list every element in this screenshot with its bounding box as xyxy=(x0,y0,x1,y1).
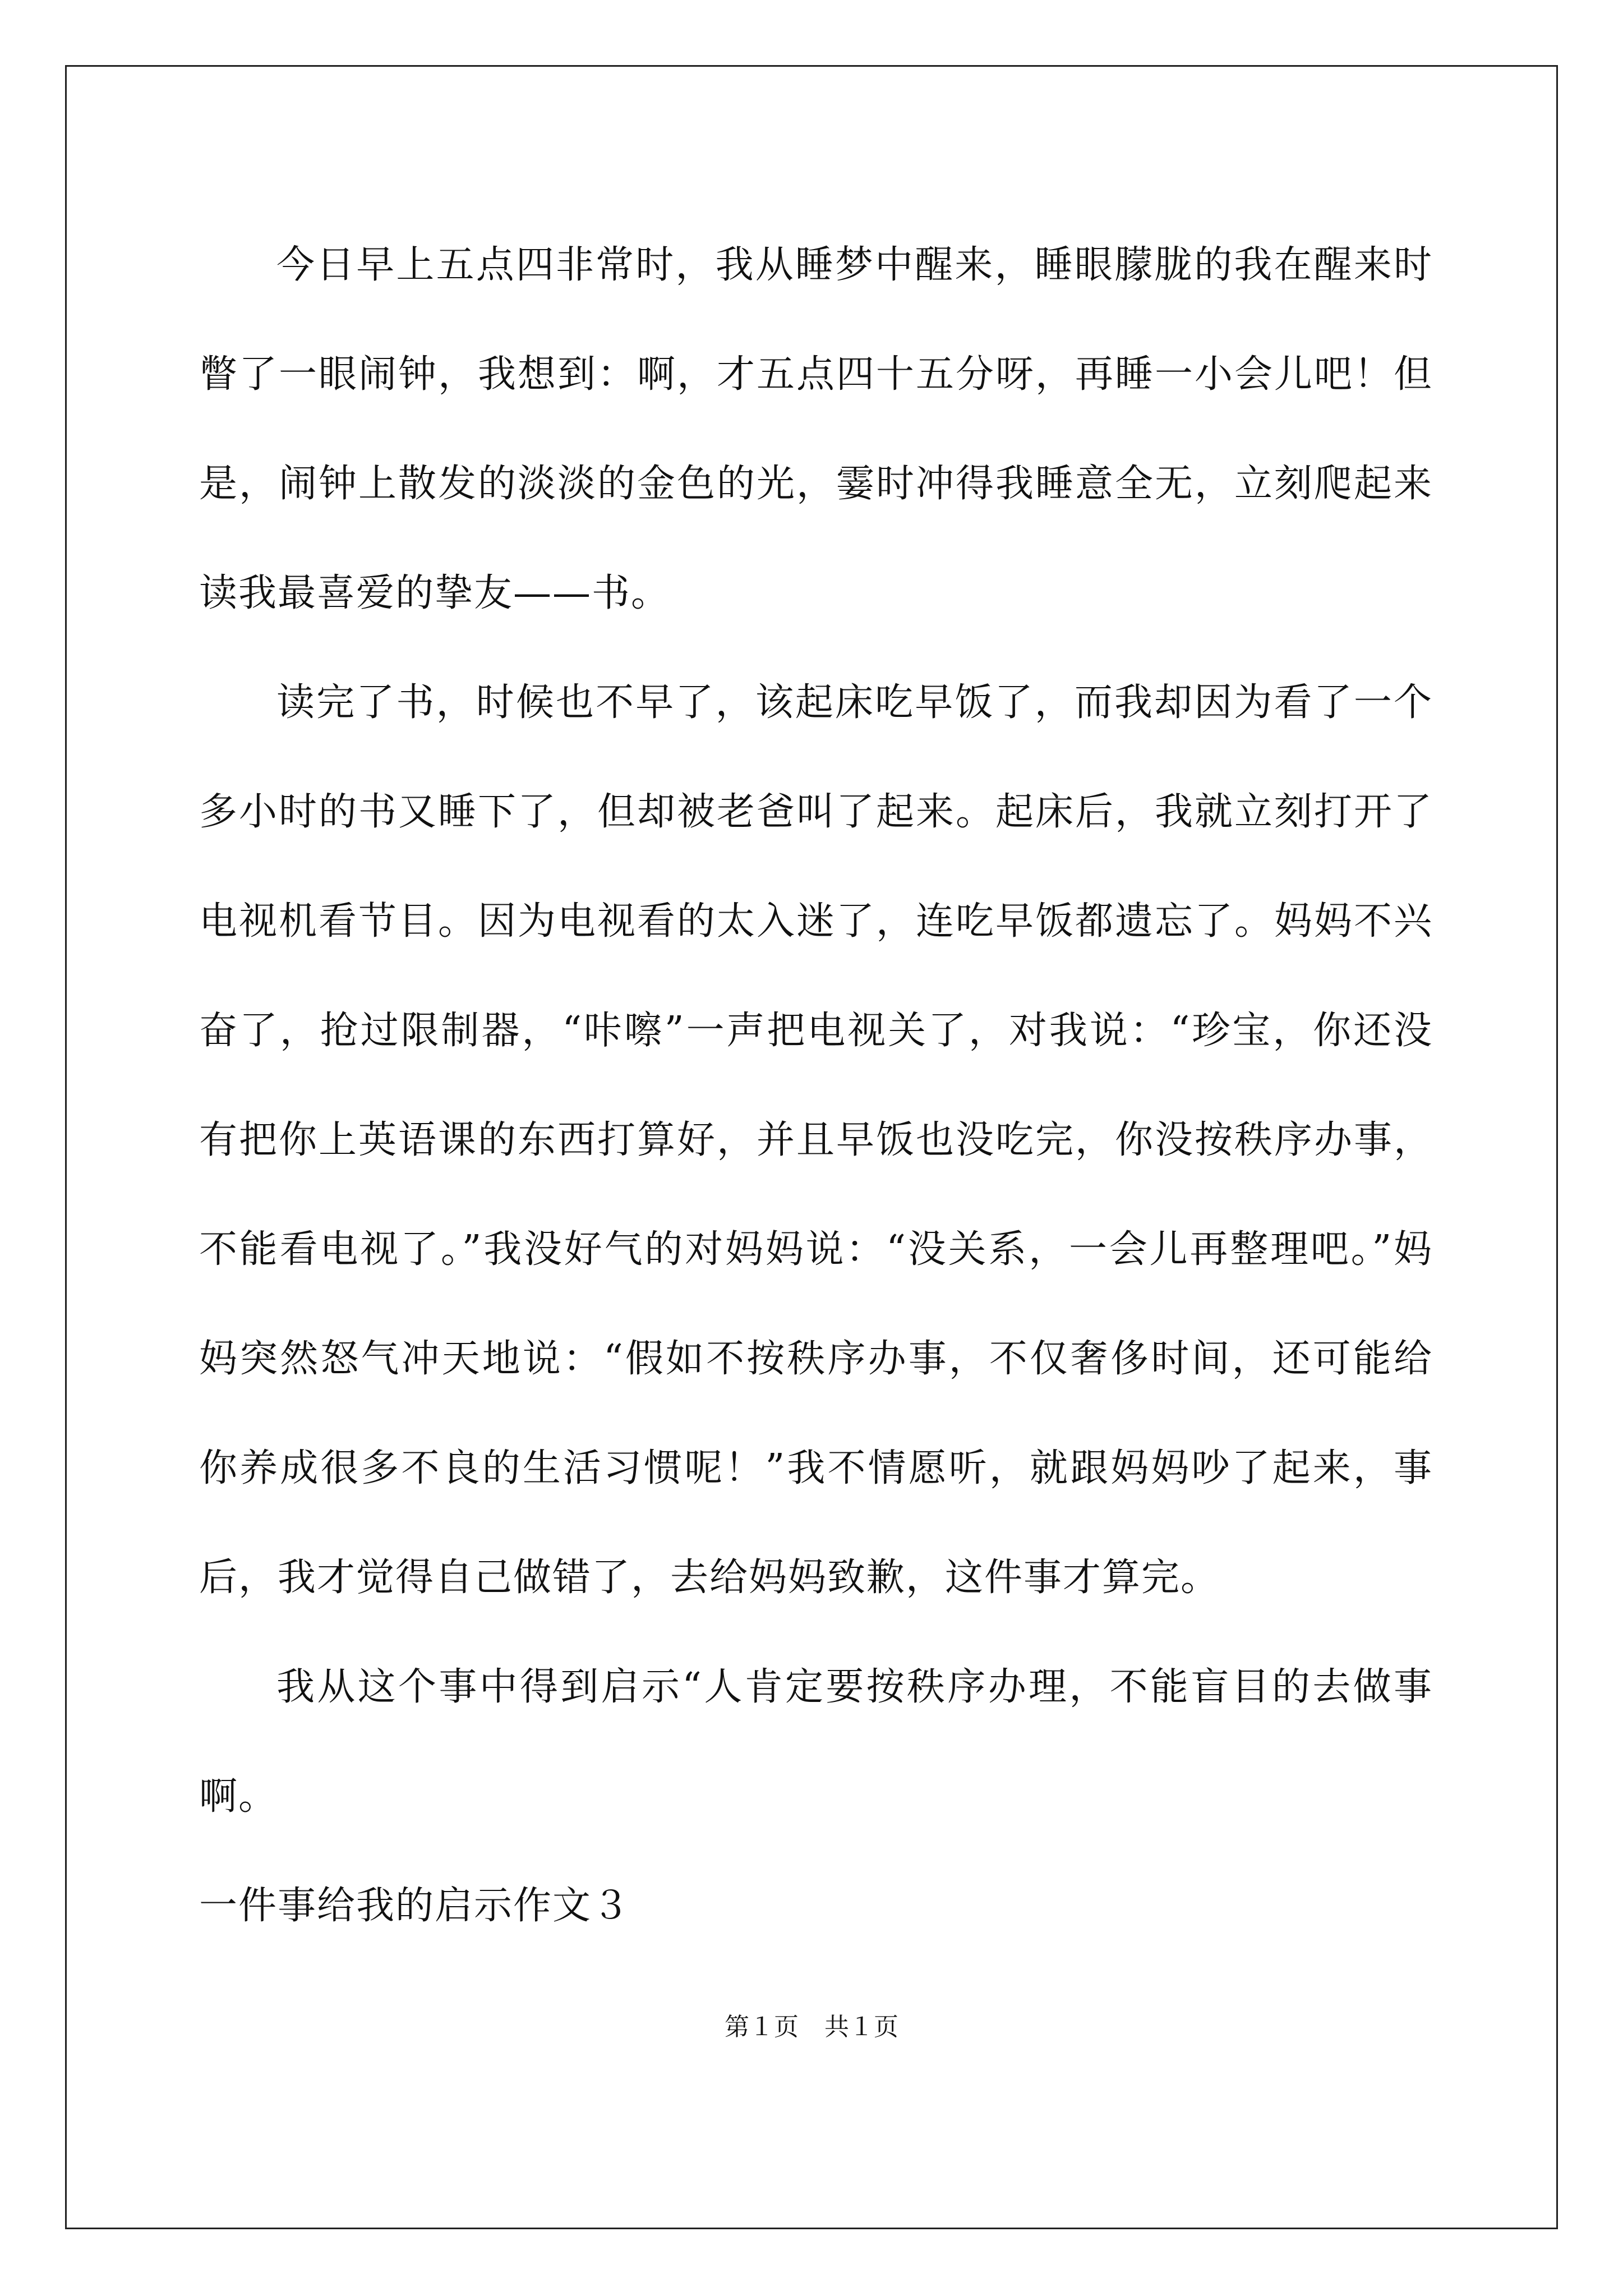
paragraph-2: 读完了书，时候也不早了，该起床吃早饭了，而我却因为看了一个多小时的书又睡下了，但却被老爸叫了起来。起床后，我就立刻打开了电视机看节目。因为电视看的太入迷了，连吃早饭都遗忘了。妈妈不兴奋了，抢过限制器，“咔嚓”一声把电视关了，对我说：“珍宝，你还没有把你上英语课的东西打算好，并且早饭也没吃完，你没按秩序办事，不能看电视了。”我没好气的对妈妈说：“没关系，一会儿再整理吧。”妈妈突然怒气冲天地说：“假如不按秩序办事，不仅奢侈时间，还可能给你养成很多不良的生活习惯呢！”我不情愿听，就跟妈妈吵了起来，事后，我才觉得自己做错了，去给妈妈致歉，这件事才算完。 xyxy=(199,680,1433,1600)
paragraph-1: 今日早上五点四非常时，我从睡梦中醒来，睡眼朦胧的我在醒来时瞥了一眼闹钟，我想到：啊，才五点四十五分呀，再睡一小会儿吧！但是，闹钟上散发的淡淡的金色的光，霎时冲得我睡意全无，立刻爬起来读我最喜爱的挚友——书。 xyxy=(199,243,1433,615)
page-number: 第１页 xyxy=(725,2013,799,2041)
page-total: 共１页 xyxy=(824,2013,898,2041)
section-heading: 一件事给我的启示作文３ xyxy=(199,1884,631,1928)
document-body xyxy=(199,210,1433,1961)
page-footer xyxy=(0,2012,1623,2043)
paragraph-3: 我从这个事中得到启示“人肯定要按秩序办理，不能盲目的去做事啊。 xyxy=(199,1665,1433,1819)
